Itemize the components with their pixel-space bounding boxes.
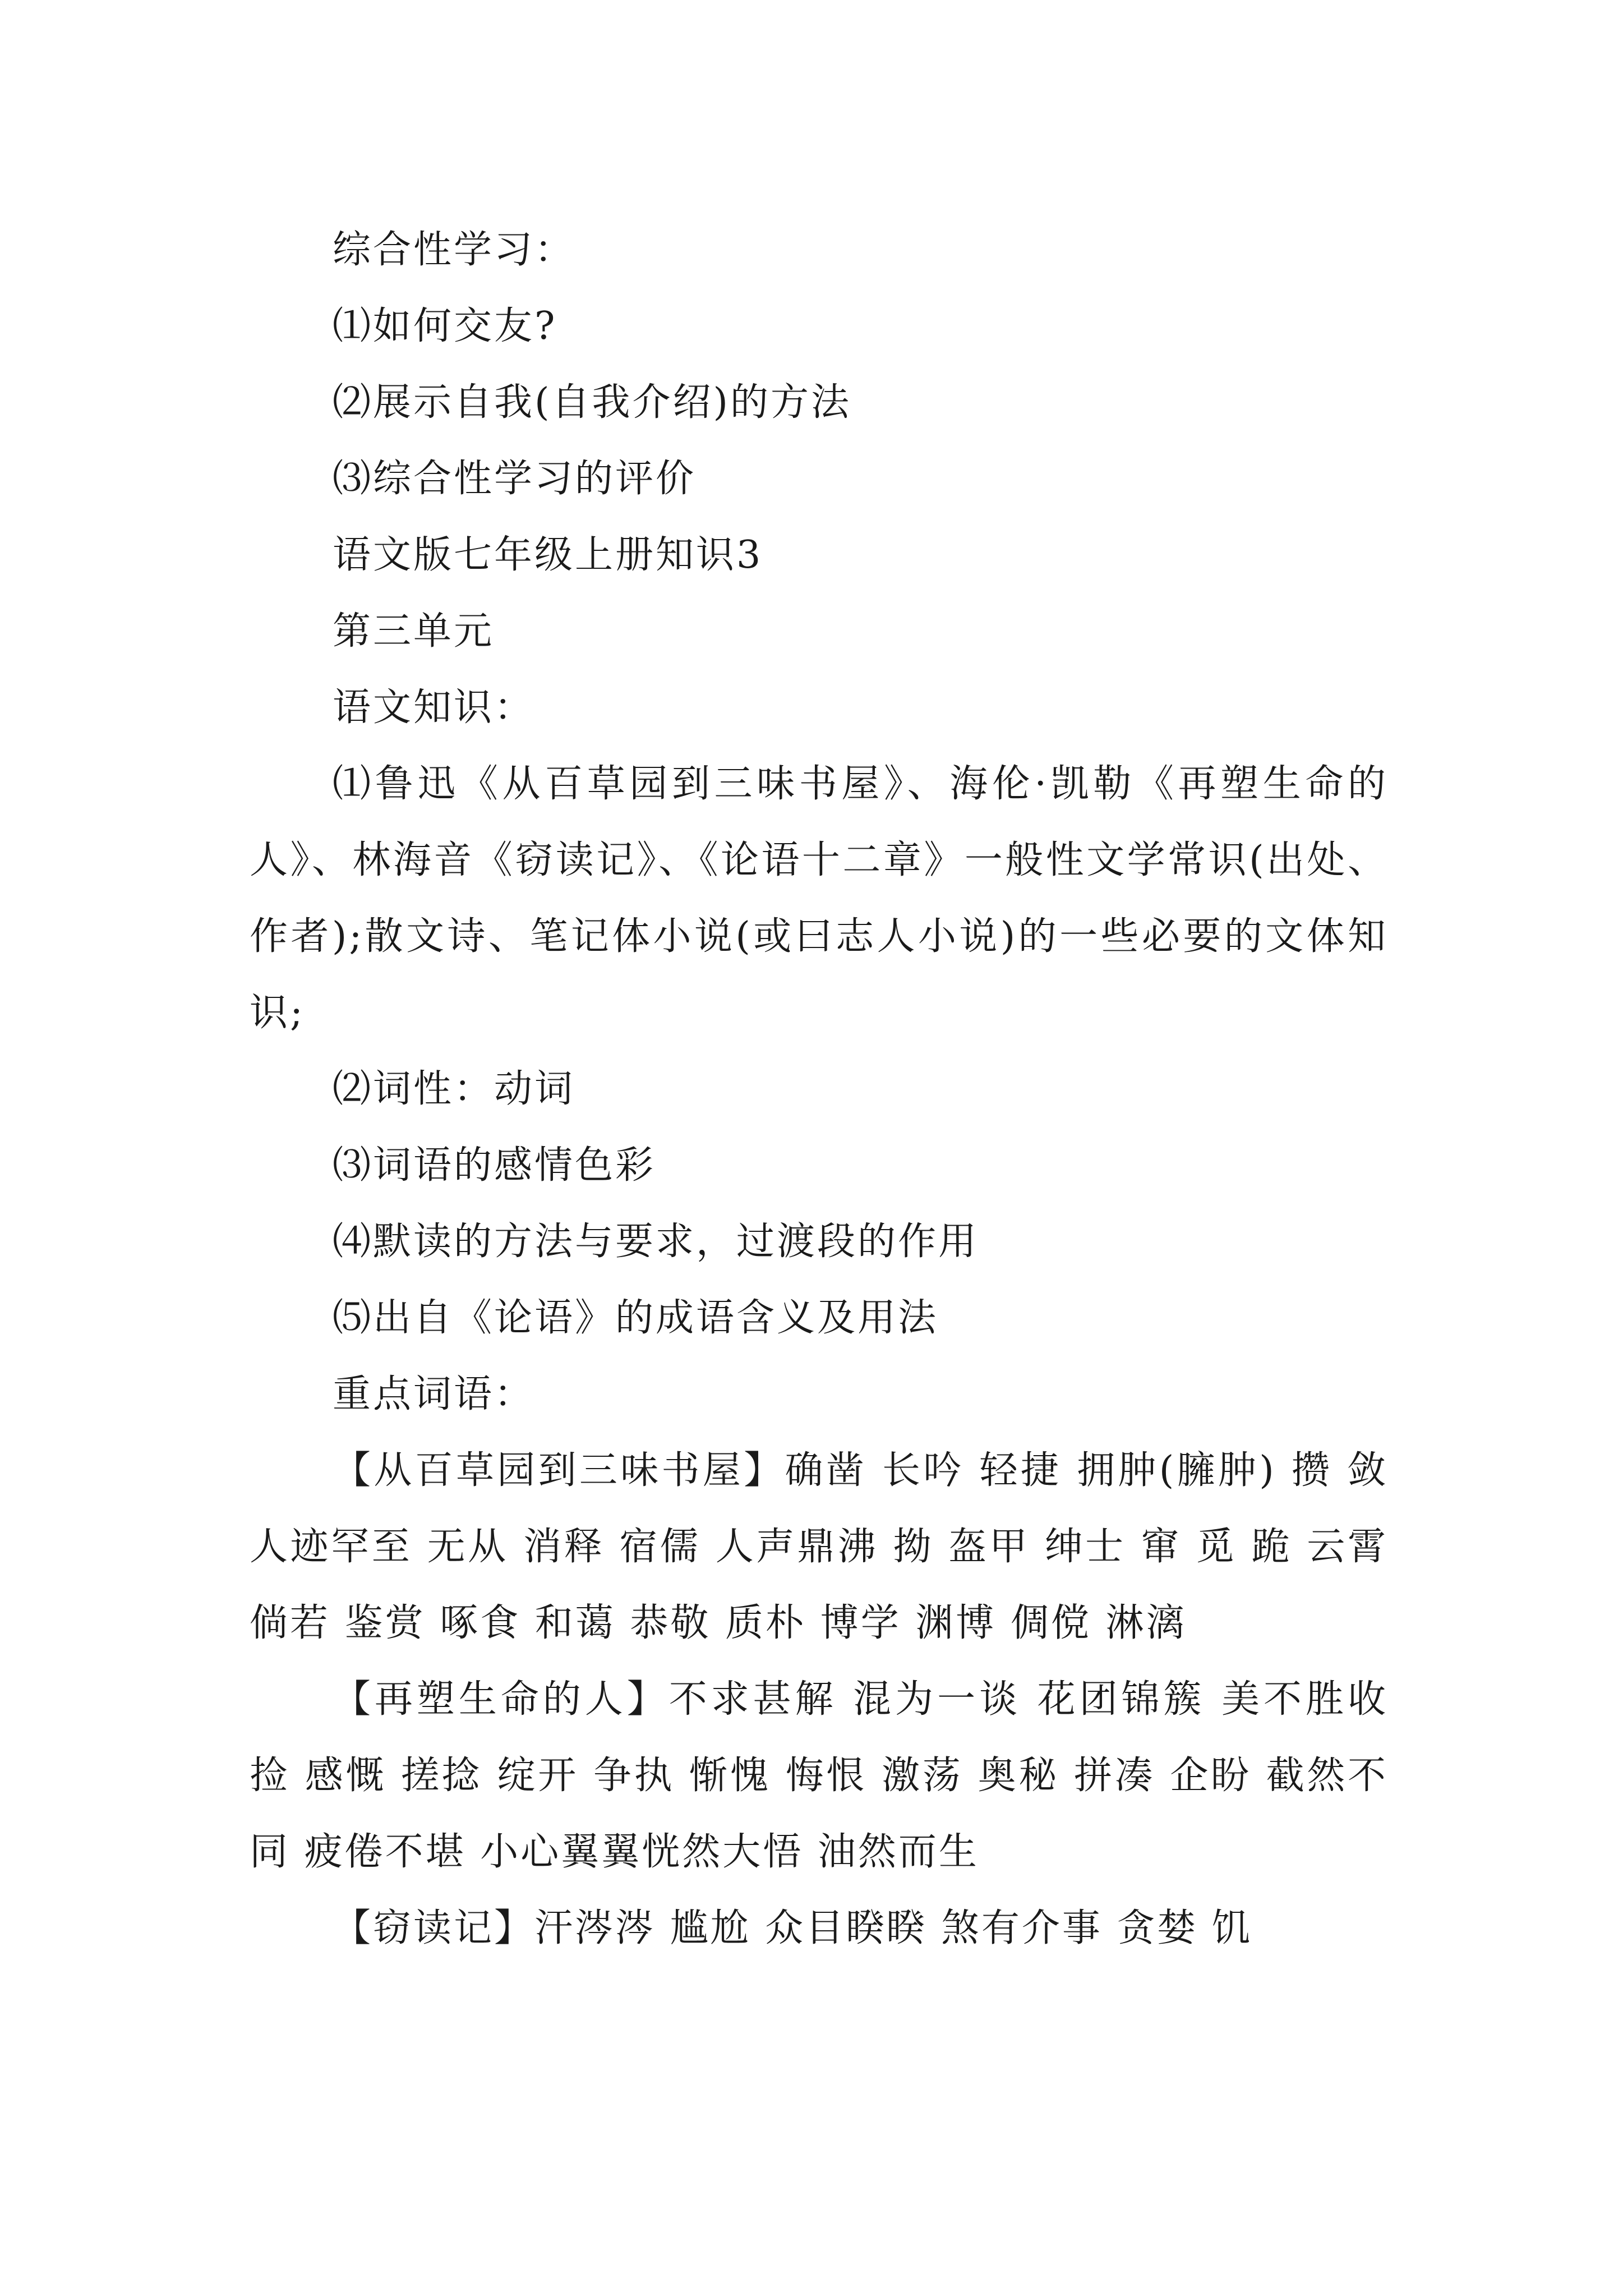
knowledge-item-verbs: ⑵词性：动词 <box>333 1067 575 1111</box>
unit-title: 第三单元 <box>333 609 495 654</box>
heading-language-knowledge: 语文知识： <box>333 685 535 730</box>
vocab-qiedu-ji: 【窃读记】汗涔涔 尴尬 众目睽睽 煞有介事 贪婪 饥 <box>333 1906 1253 1950</box>
heading-comprehensive-study: 综合性学习： <box>333 228 575 272</box>
heading-key-words: 重点词语： <box>333 1372 535 1416</box>
list-item-evaluation: ⑶综合性学习的评价 <box>333 457 697 501</box>
vocab-baicaoyuan: 【从百草园到三味书屋】确凿 长吟 轻捷 拥肿(臃肿) 攒 敛 人迹罕至 无从 消释 宿儒 人声鼎沸 拗 盔甲 绅士 窜 觅 跪 云霄 倘若 鉴赏 啄食 和蔼 恭敬 质朴 博学 渊博 倜傥 淋漓 <box>250 1448 1388 1645</box>
knowledge-item-silent-reading: ⑷默读的方法与要求，过渡段的作用 <box>333 1220 979 1264</box>
section-title: 语文版七年级上册知识3 <box>333 533 763 577</box>
vocab-reshaping-life: 【再塑生命的人】不求甚解 混为一谈 花团锦簇 美不胜收 捡 感慨 搓捻 绽开 争执 惭愧 悔恨 激荡 奥秘 拼凑 企盼 截然不同 疲倦不堪 小心翼翼恍然大悟 油然而生 <box>250 1677 1388 1874</box>
list-item-making-friends: ⑴如何交友? <box>333 304 557 348</box>
knowledge-item-idioms: ⑸出自《论语》的成语含义及用法 <box>333 1296 939 1340</box>
knowledge-item-word-emotion: ⑶词语的感情色彩 <box>333 1143 656 1188</box>
list-item-self-introduction: ⑵展示自我(自我介绍)的方法 <box>333 380 852 425</box>
document-body <box>250 212 1388 1967</box>
knowledge-item-literature: ⑴鲁迅《从百草园到三味书屋》、海伦·凯勒《再塑生命的人》、林海音《窃读记》、《论语十二章》一般性文学常识(出处、作者);散文诗、笔记体小说(或曰志人小说)的一些必要的文体知识; <box>250 762 1388 1035</box>
